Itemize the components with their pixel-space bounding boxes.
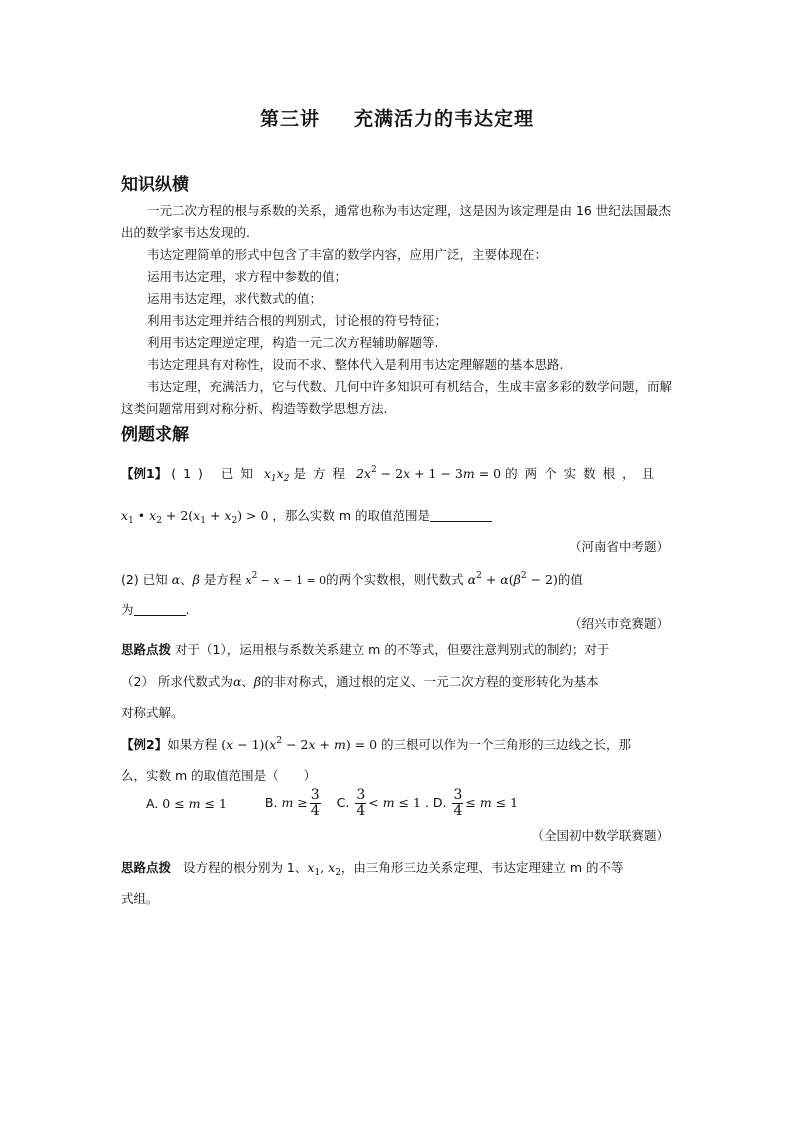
- hint-text: 设方程的根分别为 1、: [182, 860, 308, 875]
- example2-options: [146, 788, 518, 819]
- option-formula: 0 ≤ m ≤ 1: [162, 796, 227, 811]
- paragraph-content: 韦达定理简单的形式中包含了丰富的数学内容，应用广泛，主要体现在：: [147, 247, 548, 262]
- example1-line2: [121, 506, 492, 526]
- formula-cubic-equation: $(x - 1)(x^2 - 2x + m) = 0$: [221, 736, 378, 752]
- hint-label: 思路点拨: [121, 860, 172, 875]
- option-a[interactable]: [146, 796, 227, 811]
- hint-text: 的非对称式，通过根的定义、一元二次方程的变形转化为基本: [261, 674, 599, 689]
- example1-line3: [121, 570, 583, 588]
- question-text: 如果方程: [167, 737, 218, 752]
- question-text: 的两个实数根，则代数式: [326, 572, 464, 587]
- list-item: 利用韦达定理并结合根的判别式，讨论根的符号特征；: [147, 313, 448, 328]
- formula-equation1: $2x^2 - 2x + 1 - 3m = 0$: [355, 465, 502, 481]
- option-formula: < m ≤ 1: [368, 795, 421, 810]
- question-text: 的值: [557, 572, 583, 587]
- page-title: [0, 104, 794, 131]
- question-text: (1) 已知: [171, 466, 260, 481]
- example2-line2: [121, 766, 316, 784]
- hint1-line3: [121, 703, 184, 721]
- source-shaoxing: （绍兴市竞赛题）: [568, 616, 669, 631]
- example1-line1: [121, 464, 661, 484]
- hint-text: ，由三角形三边关系定理、韦达定理建立 m 的不等: [340, 860, 624, 875]
- hint-text: 对于（1），运用根与系数关系建立 m 的不等式，但要注意判别式的制约；对于: [175, 642, 610, 657]
- question-text: 是方程: [203, 572, 242, 587]
- question-text: 的三根可以作为一个三角形的三边线之长，那: [381, 737, 632, 752]
- hint-text: 式组。: [121, 891, 159, 906]
- question-text: (2) 已知: [121, 572, 168, 587]
- source-henan: （河南省中考题）: [568, 539, 669, 554]
- section-heading-examples: 例题求解: [121, 425, 189, 445]
- list-item: 运用韦达定理，求方程中参数的值；: [147, 269, 348, 284]
- formula-alpha: α: [171, 572, 181, 587]
- question-text: ，那么实数 m 的取值范围是: [272, 508, 431, 523]
- formula-beta: β: [192, 572, 200, 587]
- option-formula: m ≥: [281, 795, 308, 810]
- option-b[interactable]: [265, 788, 323, 819]
- hint2-line1: [121, 858, 624, 878]
- option-label: C.: [336, 795, 350, 810]
- answer-blank[interactable]: [134, 603, 186, 616]
- answer-blank[interactable]: [430, 509, 492, 522]
- question-text: 的两个实数根，且: [505, 466, 662, 481]
- fraction-three-quarters: $\frac{3}{4}$: [356, 787, 366, 819]
- hint1-line1: [121, 640, 609, 658]
- lecture-number: 第三讲: [259, 108, 320, 130]
- option-d[interactable]: [425, 788, 518, 819]
- example1-label: 【例1】: [121, 466, 168, 481]
- fraction-three-quarters: $\frac{3}{4}$: [453, 787, 463, 819]
- formula-beta: β: [253, 674, 262, 689]
- option-label: . D.: [424, 795, 447, 810]
- list-item: 利用韦达定理逆定理，构造一元二次方程辅助解题等.: [147, 335, 439, 350]
- hint2-line2: [121, 889, 159, 907]
- example1-line4: 为 .: [121, 602, 190, 617]
- hint-text: （2） 所求代数式为: [121, 674, 233, 689]
- hint-label: 思路点拨: [121, 642, 172, 657]
- option-label: B.: [264, 795, 278, 810]
- formula-x1x2: $x_1x_2$: [263, 466, 290, 484]
- hint-text: 、: [241, 674, 254, 689]
- formula-condition1: $x_1$ • $x_2 + 2(x_1 + x_2) > 0$: [121, 508, 269, 526]
- fraction-three-quarters: $\frac{3}{4}$: [310, 787, 320, 819]
- hint-text: 对称式解。: [121, 705, 184, 720]
- knowledge-paragraphs: [121, 200, 675, 420]
- hint1-line2: [121, 672, 599, 690]
- question-text: 、: [180, 572, 193, 587]
- paragraph-intro: 一元二次方程的根与系数的关系，通常也称为韦达定理，这是因为该定理是由 16 世纪法国最杰出的数学家韦达发现的.: [121, 203, 671, 240]
- formula-roots: $x_1$, $x_2$: [307, 860, 341, 878]
- formula-equation2: $x^2 - x - 1 = 0$: [245, 571, 327, 587]
- option-label: A.: [146, 796, 159, 811]
- source-national: （全国初中数学联赛题）: [531, 828, 669, 843]
- option-c[interactable]: [337, 788, 421, 819]
- section-heading-knowledge: 知识纵横: [121, 175, 189, 195]
- example2-line1: [121, 735, 631, 753]
- paragraph-symmetry: 韦达定理具有对称性，设而不求、整体代入是利用韦达定理解题的基本思路.: [147, 357, 564, 372]
- question-text: 么，实数 m 的取值范围是（ ）: [121, 768, 317, 783]
- formula-expression: $\alpha^2 + \alpha(\beta^2 - 2)$: [467, 571, 558, 587]
- paragraph-summary: 韦达定理，充满活力，它与代数、几何中许多知识可有机结合，生成丰富多彩的数学问题，而解这类问题常用到对称分析、构造等数学思想方法.: [121, 379, 673, 416]
- question-text: 为: [121, 602, 134, 617]
- question-text: 是方程: [293, 466, 352, 481]
- option-formula: ≤ m ≤ 1: [465, 795, 519, 810]
- example2-label: 【例2】: [121, 737, 168, 752]
- list-item: 运用韦达定理，求代数式的值；: [147, 291, 323, 306]
- lecture-title: 充满活力的韦达定理: [354, 108, 535, 130]
- formula-alpha: α: [232, 674, 242, 689]
